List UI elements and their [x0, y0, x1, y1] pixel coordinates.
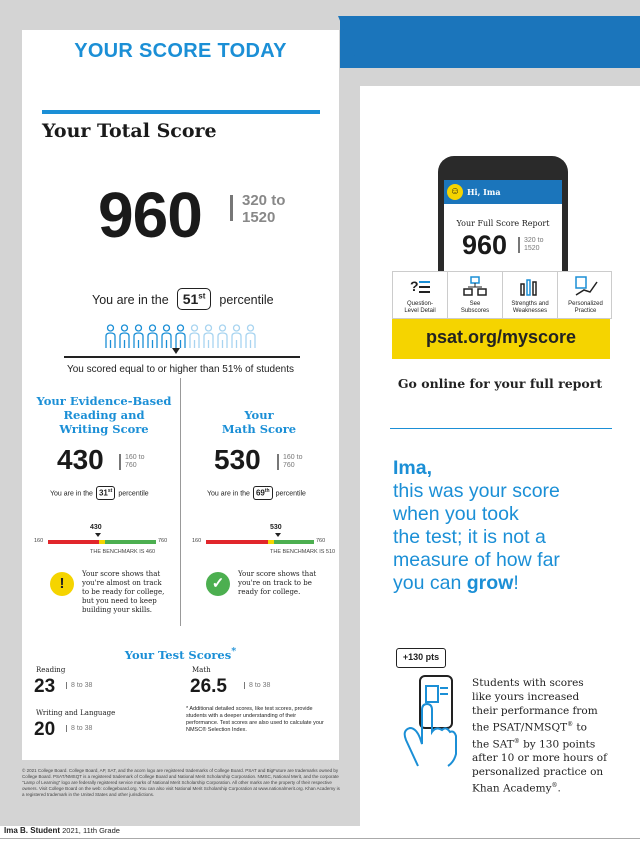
reading-label: Reading — [36, 666, 66, 674]
math-bench-arrow-icon — [275, 533, 281, 537]
math-bench-min: 160 — [192, 538, 202, 544]
writing-score: 20 — [34, 719, 56, 740]
statement-line: like yours increased — [472, 691, 580, 703]
math-pct-suffix: percentile — [275, 490, 306, 498]
test-scores-footnote: * Additional detailed scores, like test scores, provide students with a deeper understanding of their performance. Test scores are also used to calculate your NMSC® Selection Index. — [186, 706, 324, 733]
person-icon — [174, 324, 187, 350]
phone-greeting: Hi, Ima — [467, 187, 501, 197]
ebrw-pct-prefix: You are in the — [50, 490, 93, 498]
growth-line: you can — [393, 572, 462, 594]
warning-icon: ! — [50, 572, 74, 596]
bottom-divider — [0, 838, 640, 839]
student-first-name: Ima, — [393, 457, 433, 479]
feature-practice — [558, 272, 613, 318]
math-test-range: 8 to 38 — [244, 682, 270, 689]
math-range — [283, 454, 302, 470]
feature-label-line: Personalized — [568, 301, 603, 307]
ebrw-bench-min: 160 — [34, 538, 44, 544]
growth-emphasis: grow — [466, 572, 514, 594]
statement-line: after 10 or more hours of — [472, 752, 607, 764]
person-icon — [160, 324, 173, 350]
student-name: Ima B. Student — [4, 826, 61, 835]
growth-exclaim: ! — [513, 572, 519, 594]
title-rule — [42, 110, 320, 114]
statement-line: the PSAT/NMSQT — [472, 721, 568, 734]
feature-row — [392, 271, 612, 319]
math-score: 530 — [214, 444, 261, 475]
growth-line: this was your score — [393, 480, 560, 502]
total-score-heading: Your Total Score — [42, 120, 217, 142]
legal-text: © 2021 College Board. College Board, AP, SAT, and the acorn logo are registered trademarks of College Board. PSAT and BigFuture are trademarks owned by College Board. PSAT/NMSQT is a registered trademark of College Board and National Merit Scholarship Corporation. NMSC, National Merit, and the corporate "Lamp of Learning" logo are federally registered service marks of National Merit Scholarship Corporation. All other marks are the property of their respective owners. Visit College Board on the web: collegeboard.org. You can also visit National Merit Scholarship Corporation at www.nationalmerit.org. Khan Academy is a registered trademark in the United States and other jurisdictions. — [22, 768, 340, 797]
phone-range-line: 1520 — [524, 245, 540, 252]
ebrw-pct-ordinal: st — [107, 488, 113, 494]
phone-range — [524, 237, 543, 253]
ebrw-heading-line: Writing Score — [59, 422, 149, 436]
feature-label — [393, 301, 447, 315]
percentile-people-graphic — [104, 324, 258, 350]
bench-green-segment — [274, 540, 314, 544]
math-heading-line: Your — [244, 408, 274, 422]
ebrw-bench-arrow-icon — [95, 533, 101, 537]
feature-label-line: Strengths and — [511, 301, 549, 307]
bench-red-segment — [48, 540, 99, 544]
ebrw-score: 430 — [57, 444, 104, 475]
math-bench-label: THE BENCHMARK IS 510 — [270, 549, 336, 555]
person-icon — [118, 324, 131, 350]
person-icon — [244, 324, 257, 350]
statement-line: by 130 points — [519, 738, 596, 750]
feature-label-line: See — [469, 301, 481, 307]
phone-score: 960 — [462, 230, 508, 260]
total-score-value: 960 — [98, 179, 202, 251]
bench-green-segment — [105, 540, 156, 544]
status-line: building your skills. — [82, 606, 153, 614]
writing-label: Writing and Language — [36, 709, 116, 717]
feature-label-line: Subscores — [460, 308, 490, 314]
go-online-text: Go online for your full report — [397, 376, 603, 391]
range-divider — [230, 195, 233, 221]
feature-label — [448, 301, 502, 315]
range-line-2: 1520 — [242, 209, 276, 226]
math-range-divider — [277, 454, 279, 470]
percentile-value: 51 — [182, 291, 199, 307]
ebrw-pct-suffix: percentile — [118, 490, 149, 498]
range-line-1: 320 to — [242, 192, 286, 209]
student-info — [4, 826, 120, 835]
status-line: but you need to keep — [82, 597, 157, 605]
ebrw-benchmark-bar — [48, 540, 156, 544]
statement-line: personalized practice on — [472, 766, 604, 778]
person-icon — [146, 324, 159, 350]
phone-range-line: 320 to — [524, 237, 544, 244]
page-title: YOUR SCORE TODAY — [74, 40, 287, 62]
feature-label — [558, 301, 613, 315]
person-icon — [188, 324, 201, 350]
percentile-suffix: percentile — [219, 293, 274, 307]
ebrw-bench-max: 760 — [158, 538, 168, 544]
test-scores-heading — [22, 646, 339, 662]
svg-text:?: ? — [410, 278, 419, 294]
scored-statement: You scored equal to or higher than 51% of students — [66, 364, 294, 375]
score-panel — [22, 30, 339, 760]
math-bench-max: 760 — [316, 538, 326, 544]
feature-question-detail — [393, 272, 448, 318]
status-line: Your score shows that — [238, 570, 317, 578]
feature-label-line: Level Detail — [404, 308, 436, 314]
status-line: you're on track to be — [238, 579, 312, 587]
test-scores-footnote-mark: * — [231, 646, 237, 657]
math-percentile — [207, 486, 306, 500]
practice-growth-icon — [574, 276, 598, 296]
math-bench-score: 530 — [270, 524, 282, 531]
ebrw-status-text — [82, 570, 164, 615]
person-icon — [216, 324, 229, 350]
math-status-text — [238, 570, 316, 597]
feature-strengths — [503, 272, 558, 318]
percentile-ordinal: st — [198, 291, 206, 301]
status-line: to be ready for college, — [82, 588, 165, 596]
phone-report-label: Your Full Score Report — [456, 219, 550, 228]
statement-line: . — [557, 782, 561, 795]
people-marker-icon — [172, 348, 180, 354]
math-pct-value: 69 — [255, 488, 265, 498]
right-divider — [390, 428, 612, 429]
myscore-link[interactable] — [392, 319, 610, 359]
question-list-icon — [408, 276, 432, 296]
feature-label-line: Practice — [574, 308, 597, 314]
total-score-range — [242, 192, 302, 226]
ebrw-heading-line: Your Evidence-Based — [36, 394, 172, 408]
title-bar — [22, 30, 339, 72]
checkmark-icon: ✓ — [206, 572, 230, 596]
header-band — [340, 16, 640, 68]
math-benchmark-bar — [206, 540, 314, 544]
feature-label — [503, 301, 557, 315]
ebrw-heading — [30, 394, 178, 436]
khan-academy-statement: Students with scores like yours increased their performance from the PSAT/NMSQT® to the SAT® by 130 points after 10 or more hours of personalized practice on Khan Academy®. — [472, 676, 622, 796]
math-range-line: 760 — [283, 462, 295, 469]
hierarchy-icon — [463, 276, 487, 296]
ebrw-range-line: 760 — [125, 462, 137, 469]
ebrw-pct-value: 31 — [98, 488, 108, 498]
growth-line: the test; it is not a — [393, 526, 546, 548]
ebrw-bench-label: THE BENCHMARK IS 460 — [90, 549, 156, 555]
math-pct-prefix: You are in the — [207, 490, 250, 498]
test-scores-title: Your Test Scores — [124, 647, 232, 662]
math-heading — [184, 408, 334, 436]
feature-label-line: Weaknesses — [512, 308, 548, 314]
section-divider — [180, 378, 181, 626]
person-icon — [230, 324, 243, 350]
ebrw-pct-box — [96, 486, 115, 500]
ebrw-range — [125, 454, 144, 470]
status-line: you're almost on track — [82, 579, 162, 587]
math-heading-line: Math Score — [221, 422, 297, 436]
statement-line: the SAT — [472, 738, 514, 750]
reading-score: 23 — [34, 676, 56, 697]
bar-chart-icon — [518, 276, 542, 296]
status-line: ready for college. — [238, 588, 301, 596]
ebrw-range-divider — [119, 454, 121, 470]
growth-line: measure of how far — [393, 549, 560, 571]
ebrw-heading-line: Reading and — [63, 408, 145, 422]
person-icon — [132, 324, 145, 350]
percentile-line — [92, 288, 274, 310]
smiley-avatar-icon: ☺ — [447, 184, 463, 200]
math-test-label: Math — [192, 666, 211, 674]
people-baseline — [64, 356, 300, 358]
ebrw-bench-score: 430 — [90, 524, 102, 531]
feature-label-line: Question- — [406, 301, 433, 307]
math-range-line: 160 to — [283, 454, 303, 461]
status-line: Your score shows that — [82, 570, 161, 578]
myscore-url[interactable]: psat.org/myscore — [425, 327, 577, 347]
statement-line: Khan Academy — [472, 782, 552, 795]
points-badge: +130 pts — [396, 648, 446, 668]
ebrw-percentile — [50, 486, 149, 500]
phone-range-divider — [518, 237, 520, 253]
feature-subscores — [448, 272, 503, 318]
statement-line: Students with scores — [472, 677, 584, 689]
bench-red-segment — [206, 540, 268, 544]
growth-line: when you took — [393, 503, 519, 525]
writing-range: 8 to 38 — [66, 725, 92, 732]
person-icon — [104, 324, 117, 350]
student-details: 2021, 11th Grade — [62, 826, 120, 835]
growth-message — [393, 457, 633, 595]
hand-tapping-phone-icon — [396, 662, 460, 772]
math-pct-box — [253, 486, 273, 500]
percentile-box — [177, 288, 212, 310]
person-icon — [202, 324, 215, 350]
ebrw-range-line: 160 to — [125, 454, 145, 461]
percentile-prefix: You are in the — [92, 293, 169, 307]
math-pct-ordinal: th — [264, 488, 270, 494]
statement-line: their performance from — [472, 705, 598, 717]
statement-line: to — [573, 721, 587, 734]
header-band-corner — [338, 16, 360, 68]
math-test-score: 26.5 — [190, 676, 227, 697]
reading-range: 8 to 38 — [66, 682, 92, 689]
